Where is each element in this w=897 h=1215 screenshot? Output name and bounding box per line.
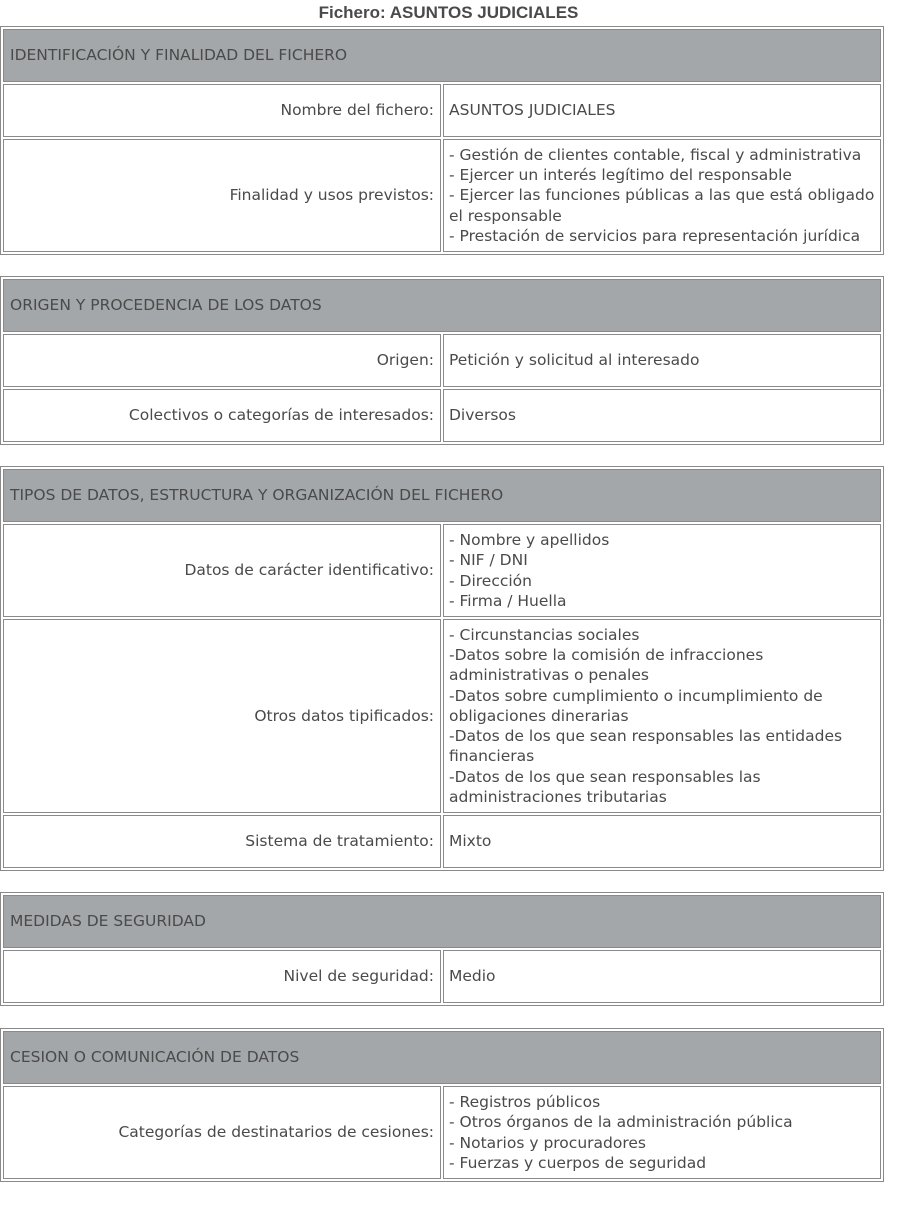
value-line: - Ejercer un interés legítimo del responsable bbox=[449, 166, 792, 185]
field-value bbox=[443, 1086, 881, 1179]
value-line: Petición y solicitud al interesado bbox=[449, 351, 700, 370]
field-value bbox=[443, 524, 881, 617]
value-line: -Datos sobre cumplimiento o incumplimiento de obligaciones dinerarias bbox=[449, 686, 823, 725]
field-label: Colectivos o categorías de interesados: bbox=[3, 389, 441, 442]
value-line: Diversos bbox=[449, 406, 516, 425]
field-label: Finalidad y usos previstos: bbox=[3, 139, 441, 252]
value-line: - Notarios y procuradores bbox=[449, 1133, 646, 1152]
section-header: CESION O COMUNICACIÓN DE DATOS bbox=[3, 1031, 881, 1084]
field-label: Sistema de tratamiento: bbox=[3, 815, 441, 868]
page-title: Fichero: ASUNTOS JUDICIALES bbox=[318, 3, 579, 22]
field-value bbox=[443, 139, 881, 252]
value-line: Mixto bbox=[449, 832, 492, 851]
value-line: - Gestión de clientes contable, fiscal y administrativa bbox=[449, 145, 862, 164]
value-line: -Datos sobre la comisión de infracciones administrativas o penales bbox=[449, 645, 764, 685]
section-header: ORIGEN Y PROCEDENCIA DE LOS DATOS bbox=[3, 279, 881, 332]
field-label: Origen: bbox=[3, 334, 441, 387]
field-label: Datos de carácter identificativo: bbox=[3, 524, 441, 617]
field-value bbox=[443, 389, 881, 442]
value-line: -Datos de los que sean responsables las entidades financieras bbox=[449, 727, 843, 766]
value-line: - Nombre y apellidos bbox=[449, 530, 610, 549]
value-line: - Firma / Huella bbox=[449, 591, 567, 610]
field-label: Nivel de seguridad: bbox=[3, 950, 441, 1003]
field-value bbox=[443, 950, 881, 1003]
value-line: - Circunstancias sociales bbox=[449, 625, 640, 644]
field-value bbox=[443, 334, 881, 387]
section-identificacion bbox=[0, 26, 884, 255]
value-line: - Fuerzas y cuerpos de seguridad bbox=[449, 1153, 707, 1172]
value-line: - Otros órganos de la administración pública bbox=[449, 1113, 793, 1132]
field-label: Categorías de destinatarios de cesiones: bbox=[3, 1086, 441, 1179]
section-tipos-datos bbox=[0, 466, 884, 871]
value-line: - NIF / DNI bbox=[449, 551, 528, 570]
value-line: Medio bbox=[449, 967, 496, 986]
value-line: - Prestación de servicios para representación jurídica bbox=[449, 226, 861, 245]
section-header: IDENTIFICACIÓN Y FINALIDAD DEL FICHERO bbox=[3, 29, 881, 82]
section-seguridad bbox=[0, 892, 884, 1006]
value-line: - Dirección bbox=[449, 571, 532, 590]
value-line: ASUNTOS JUDICIALES bbox=[449, 101, 616, 120]
section-header: TIPOS DE DATOS, ESTRUCTURA Y ORGANIZACIÓN DEL FICHERO bbox=[3, 469, 881, 522]
value-line: - Ejercer las funciones públicas a las que está obligado el responsable bbox=[449, 186, 875, 225]
value-line: -Datos de los que sean responsables las administraciones tributarias bbox=[449, 767, 761, 807]
field-label: Nombre del fichero: bbox=[3, 84, 441, 137]
field-value bbox=[443, 619, 881, 813]
value-line: - Registros públicos bbox=[449, 1092, 601, 1111]
field-value bbox=[443, 84, 881, 137]
section-cesion bbox=[0, 1028, 884, 1182]
section-header: MEDIDAS DE SEGURIDAD bbox=[3, 895, 881, 948]
field-value bbox=[443, 815, 881, 868]
field-label: Otros datos tipificados: bbox=[3, 619, 441, 813]
section-origen bbox=[0, 276, 884, 445]
